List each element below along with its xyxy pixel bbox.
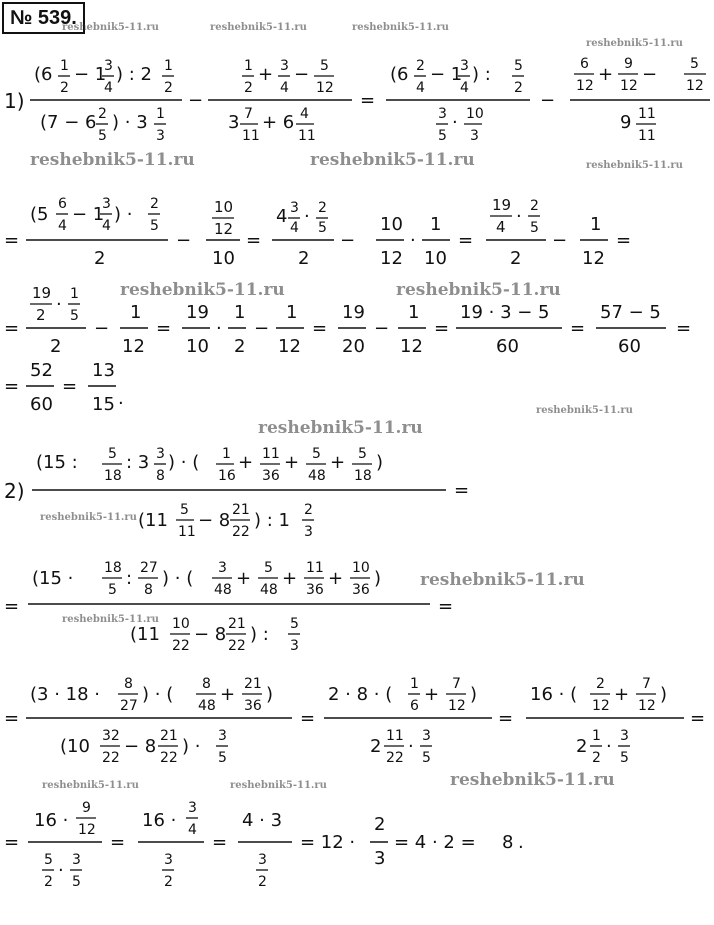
watermark: reshebnik5-11.ru bbox=[120, 280, 285, 300]
math-text: + bbox=[614, 684, 630, 705]
math-text: − bbox=[188, 90, 204, 111]
math-text: · bbox=[516, 206, 522, 227]
math-text: 5 bbox=[358, 446, 367, 462]
math-text: 12 bbox=[214, 220, 234, 238]
math-text: 4 bbox=[280, 80, 289, 96]
math-text: 19 bbox=[186, 302, 209, 323]
math-text: + bbox=[220, 684, 236, 705]
math-text: 12 bbox=[122, 336, 145, 357]
math-text: 2 bbox=[234, 336, 246, 357]
math-text: 1 bbox=[130, 302, 142, 323]
math-text: 4 bbox=[188, 822, 197, 838]
final-answer: 8 bbox=[502, 832, 514, 853]
math-text: . bbox=[118, 388, 124, 409]
math-text: 36 bbox=[262, 468, 280, 484]
watermark: reshebnik5-11.ru bbox=[352, 22, 449, 33]
math-text: 1 bbox=[590, 214, 602, 235]
math-text: 48 bbox=[260, 582, 278, 598]
math-text: 19 bbox=[492, 196, 512, 214]
watermark: reshebnik5-11.ru bbox=[258, 418, 423, 438]
math-text: (15 : bbox=[36, 452, 78, 473]
math-text: 10 bbox=[212, 248, 235, 269]
math-text: + bbox=[284, 452, 300, 473]
math-text: 21 bbox=[228, 616, 246, 632]
math-text: 5 bbox=[150, 218, 159, 234]
math-text: 12 bbox=[686, 78, 704, 94]
math-text: 3 bbox=[280, 58, 289, 74]
math-text: 16 bbox=[218, 468, 236, 484]
math-text: 36 bbox=[306, 582, 324, 598]
math-text: 2 bbox=[592, 750, 601, 766]
math-text: 6 bbox=[580, 56, 589, 72]
math-text: 12 bbox=[380, 248, 403, 269]
math-text: 27 bbox=[120, 698, 138, 714]
math-text: 11 bbox=[306, 560, 324, 576]
math-text: = bbox=[4, 376, 20, 397]
math-text: 2 bbox=[164, 874, 173, 890]
math-text: 22 bbox=[386, 750, 404, 766]
math-text: 36 bbox=[244, 698, 262, 714]
math-text: − bbox=[254, 318, 270, 339]
math-text: 4 bbox=[276, 206, 288, 227]
math-text: : bbox=[126, 568, 133, 589]
math-text: 2 bbox=[244, 80, 253, 96]
math-text: 27 bbox=[140, 560, 158, 576]
math-text: 9 bbox=[82, 800, 91, 816]
math-text: 2 bbox=[298, 248, 310, 269]
watermark: reshebnik5-11.ru bbox=[586, 38, 683, 49]
math-text: 6 bbox=[58, 196, 67, 212]
math-text: 2 bbox=[50, 336, 62, 357]
math-text: · bbox=[58, 860, 64, 881]
math-text: 5 bbox=[422, 750, 431, 766]
math-text: 2 bbox=[576, 736, 588, 757]
math-text: 2 bbox=[530, 198, 539, 214]
math-text: 2 bbox=[164, 80, 173, 96]
math-text: − 8 bbox=[194, 624, 227, 645]
math-text: (6 bbox=[390, 64, 409, 85]
math-text: = bbox=[438, 596, 454, 617]
part-label: 1) bbox=[4, 89, 25, 113]
math-text: 12 bbox=[316, 80, 334, 96]
math-text: 2 bbox=[150, 196, 159, 212]
math-text: 1 bbox=[70, 286, 79, 302]
math-text: 22 bbox=[172, 638, 190, 654]
math-text: 1 bbox=[408, 302, 420, 323]
math-text: = bbox=[570, 318, 586, 339]
math-text: ) bbox=[266, 684, 274, 705]
math-text: 5 bbox=[180, 502, 189, 518]
math-text: 3 bbox=[374, 848, 386, 869]
math-text: = bbox=[4, 318, 20, 339]
math-text: 5 bbox=[620, 750, 629, 766]
watermark: reshebnik5-11.ru bbox=[450, 770, 615, 790]
math-text: 19 · 3 − 5 bbox=[460, 302, 550, 323]
math-text: − bbox=[552, 230, 568, 251]
math-text: ) · bbox=[114, 204, 133, 225]
math-text: ) : 2 bbox=[116, 64, 152, 85]
math-text: 9 bbox=[620, 112, 632, 133]
math-text: ) · ( bbox=[162, 568, 194, 589]
math-text: 22 bbox=[232, 524, 250, 540]
math-text: 2 bbox=[304, 502, 313, 518]
math-text: 1 bbox=[244, 58, 253, 74]
math-text: 2 bbox=[370, 736, 382, 757]
math-text: 48 bbox=[308, 468, 326, 484]
math-text: 3 bbox=[304, 524, 313, 540]
math-text: (10 bbox=[60, 736, 90, 757]
math-text: 60 bbox=[30, 394, 53, 415]
math-text: (3 · 18 · bbox=[30, 684, 100, 705]
math-text: . bbox=[518, 832, 524, 853]
math-text: 5 bbox=[320, 58, 329, 74]
math-text: 2 bbox=[60, 80, 69, 96]
watermark: reshebnik5-11.ru bbox=[396, 280, 561, 300]
math-text: ) bbox=[660, 684, 668, 705]
math-text: − bbox=[642, 64, 658, 85]
math-text: + bbox=[258, 64, 274, 85]
math-text: 3 bbox=[620, 728, 629, 744]
math-text: 4 bbox=[102, 218, 111, 234]
math-text: 5 bbox=[514, 58, 523, 74]
math-text: 12 bbox=[620, 78, 638, 94]
math-text: · bbox=[408, 736, 414, 757]
math-text: 2 bbox=[416, 58, 425, 74]
math-text: (11 bbox=[130, 624, 160, 645]
math-text: − 8 bbox=[198, 510, 231, 531]
math-text: 5 bbox=[312, 446, 321, 462]
math-text: = bbox=[62, 376, 78, 397]
math-text: 11 bbox=[298, 128, 316, 144]
math-text: 4 bbox=[104, 80, 113, 96]
math-text: − bbox=[176, 230, 192, 251]
math-text: = bbox=[246, 230, 262, 251]
math-text: 2 bbox=[318, 200, 327, 216]
math-text: (6 bbox=[34, 64, 53, 85]
math-text: 18 bbox=[104, 468, 122, 484]
math-text: 2 bbox=[36, 306, 46, 324]
math-text: 2 bbox=[94, 248, 106, 269]
math-text: 9 bbox=[624, 56, 633, 72]
math-text: 5 bbox=[318, 220, 327, 236]
math-text: 8 bbox=[156, 468, 165, 484]
watermark: reshebnik5-11.ru bbox=[40, 512, 137, 523]
math-text: 18 bbox=[104, 560, 122, 576]
math-text: = bbox=[454, 480, 470, 501]
math-text: 10 bbox=[424, 248, 447, 269]
math-text: 1 bbox=[164, 58, 173, 74]
math-text: 1 bbox=[60, 58, 69, 74]
watermark: reshebnik5-11.ru bbox=[42, 780, 139, 791]
math-text: 21 bbox=[160, 728, 178, 744]
math-text: 2 bbox=[258, 874, 267, 890]
math-text: 7 bbox=[642, 676, 651, 692]
math-text: · bbox=[56, 294, 62, 315]
math-text: 5 bbox=[108, 582, 117, 598]
math-text: 1 bbox=[410, 676, 419, 692]
math-text: 5 bbox=[72, 874, 81, 890]
math-text: 3 bbox=[290, 200, 299, 216]
math-text: 48 bbox=[214, 582, 232, 598]
math-text: 11 bbox=[178, 524, 196, 540]
math-text: 10 bbox=[172, 616, 190, 632]
math-text: 10 bbox=[186, 336, 209, 357]
math-text: = bbox=[4, 596, 20, 617]
math-text: (15 · bbox=[32, 568, 74, 589]
math-text: 21 bbox=[232, 502, 250, 518]
math-text: + bbox=[236, 568, 252, 589]
math-text: = bbox=[676, 318, 692, 339]
math-text: 12 bbox=[78, 822, 96, 838]
math-text: 3 bbox=[156, 446, 165, 462]
math-text: 22 bbox=[160, 750, 178, 766]
math-text: 3 bbox=[218, 728, 227, 744]
math-text: 2 bbox=[44, 874, 53, 890]
math-text: 3 bbox=[104, 58, 113, 74]
math-text: 5 bbox=[218, 750, 227, 766]
math-text: 16 · bbox=[34, 810, 69, 831]
math-text: 3 bbox=[290, 638, 299, 654]
math-text: 7 bbox=[452, 676, 461, 692]
math-text: − bbox=[94, 318, 110, 339]
math-text: 5 bbox=[290, 616, 299, 632]
math-text: = bbox=[690, 708, 706, 729]
math-text: 5 bbox=[44, 852, 53, 868]
math-text: · bbox=[452, 112, 458, 133]
math-text: 5 bbox=[438, 128, 447, 144]
math-text: − bbox=[340, 230, 356, 251]
math-text: − 1 bbox=[74, 64, 107, 85]
math-text: = bbox=[360, 90, 376, 111]
math-text: 1 bbox=[592, 728, 601, 744]
math-text: 5 bbox=[264, 560, 273, 576]
math-text: 4 bbox=[300, 106, 309, 122]
math-text: 5 bbox=[690, 56, 699, 72]
math-text: 12 bbox=[582, 248, 605, 269]
watermark: reshebnik5-11.ru bbox=[62, 22, 159, 33]
math-text: − bbox=[540, 90, 556, 111]
math-text: 4 bbox=[290, 220, 299, 236]
math-text: ) · bbox=[182, 736, 201, 757]
math-text: ) bbox=[470, 684, 478, 705]
math-text: 4 bbox=[58, 218, 67, 234]
math-text: ) : 1 bbox=[254, 510, 290, 531]
math-text: 11 bbox=[638, 128, 656, 144]
math-text: = bbox=[110, 832, 126, 853]
math-text: 19 bbox=[32, 284, 52, 302]
math-text: 2 bbox=[510, 248, 522, 269]
math-text: · bbox=[304, 206, 310, 227]
math-text: 3 bbox=[188, 800, 197, 816]
math-text: 8 bbox=[144, 582, 153, 598]
math-text: 22 bbox=[228, 638, 246, 654]
math-text: − 1 bbox=[72, 204, 105, 225]
math-text: + bbox=[424, 684, 440, 705]
math-text: = bbox=[4, 832, 20, 853]
math-text: 2 · 8 · ( bbox=[328, 684, 393, 705]
math-text: ) · ( bbox=[168, 452, 200, 473]
math-text: ) : bbox=[472, 64, 491, 85]
math-text: 11 bbox=[262, 446, 280, 462]
math-text: 11 bbox=[386, 728, 404, 744]
watermark: reshebnik5-11.ru bbox=[230, 780, 327, 791]
math-text: 36 bbox=[352, 582, 370, 598]
math-text: 1 bbox=[156, 106, 165, 122]
watermark: reshebnik5-11.ru bbox=[420, 570, 585, 590]
problem-number: № 539. bbox=[2, 2, 85, 34]
math-text: = bbox=[616, 230, 632, 251]
math-text: 6 bbox=[410, 698, 419, 714]
math-text: 1 bbox=[222, 446, 231, 462]
math-text: (11 bbox=[138, 510, 168, 531]
watermark: reshebnik5-11.ru bbox=[586, 160, 683, 171]
math-text: + bbox=[282, 568, 298, 589]
math-text: ) bbox=[376, 452, 384, 473]
math-text: 10 bbox=[352, 560, 370, 576]
math-text: 52 bbox=[30, 360, 53, 381]
math-text: 11 bbox=[242, 128, 260, 144]
math-text: 10 bbox=[466, 106, 484, 122]
math-text: 5 bbox=[108, 446, 117, 462]
math-text: 10 bbox=[380, 214, 403, 235]
math-text: 3 bbox=[72, 852, 81, 868]
watermark: reshebnik5-11.ru bbox=[310, 150, 475, 170]
math-text: = bbox=[498, 708, 514, 729]
math-text: 4 bbox=[416, 80, 425, 96]
math-text: − bbox=[294, 64, 310, 85]
math-text: 19 bbox=[342, 302, 365, 323]
math-text: 4 bbox=[496, 218, 506, 236]
math-text: (7 − 6 bbox=[40, 112, 97, 133]
math-text: 21 bbox=[244, 676, 262, 692]
math-text: 3 bbox=[164, 852, 173, 868]
math-text: 2 bbox=[374, 814, 386, 835]
math-text: 7 bbox=[244, 106, 253, 122]
math-text: 11 bbox=[638, 106, 656, 122]
math-text: 5 bbox=[530, 220, 539, 236]
math-text: ) : bbox=[250, 624, 269, 645]
math-text: 3 bbox=[228, 112, 240, 133]
math-text: 16 · bbox=[142, 810, 177, 831]
math-text: 4 · 3 bbox=[242, 810, 283, 831]
math-text: 5 bbox=[98, 128, 107, 144]
math-text: 8 bbox=[202, 676, 211, 692]
math-text: 3 bbox=[438, 106, 447, 122]
math-text: 12 bbox=[576, 78, 594, 94]
math-text: = 4 · 2 = bbox=[394, 832, 476, 853]
math-text: − 8 bbox=[124, 736, 157, 757]
math-text: 12 bbox=[278, 336, 301, 357]
math-text: 15 bbox=[92, 394, 115, 415]
math-text: 3 bbox=[422, 728, 431, 744]
math-text: ) · ( bbox=[142, 684, 174, 705]
math-text: 12 bbox=[638, 698, 656, 714]
math-text: 1 bbox=[234, 302, 246, 323]
math-text: 3 bbox=[258, 852, 267, 868]
math-text: · bbox=[410, 230, 416, 251]
math-text: 60 bbox=[496, 336, 519, 357]
watermark: reshebnik5-11.ru bbox=[210, 22, 307, 33]
math-text: 48 bbox=[198, 698, 216, 714]
math-text: = bbox=[300, 708, 316, 729]
math-text: = bbox=[458, 230, 474, 251]
math-text: = 12 · bbox=[300, 832, 356, 853]
math-text: 3 bbox=[218, 560, 227, 576]
math-text: 18 bbox=[354, 468, 372, 484]
part-label: 2) bbox=[4, 479, 25, 503]
math-text: 3 bbox=[102, 196, 111, 212]
math-text: 32 bbox=[102, 728, 120, 744]
math-text: 1 bbox=[286, 302, 298, 323]
math-text: + bbox=[330, 452, 346, 473]
math-text: 57 − 5 bbox=[600, 302, 661, 323]
math-text: − 1 bbox=[430, 64, 463, 85]
math-text: 2 bbox=[98, 106, 107, 122]
math-text: = bbox=[434, 318, 450, 339]
watermark: reshebnik5-11.ru bbox=[62, 614, 159, 625]
math-text: ) · 3 bbox=[112, 112, 148, 133]
math-text: ) bbox=[374, 568, 382, 589]
math-text: 3 bbox=[156, 128, 165, 144]
math-text: 2 bbox=[514, 80, 523, 96]
watermark: reshebnik5-11.ru bbox=[536, 405, 633, 416]
watermark: reshebnik5-11.ru bbox=[30, 150, 195, 170]
math-text: 3 bbox=[470, 128, 479, 144]
math-text: 10 bbox=[214, 198, 234, 216]
math-text: (5 bbox=[30, 204, 49, 225]
math-text: 13 bbox=[92, 360, 115, 381]
math-text: 12 bbox=[592, 698, 610, 714]
math-text: 12 bbox=[448, 698, 466, 714]
math-text: 8 bbox=[124, 676, 133, 692]
math-text: + bbox=[328, 568, 344, 589]
math-text: = bbox=[4, 708, 20, 729]
math-text: : 3 bbox=[126, 452, 150, 473]
math-text: + bbox=[238, 452, 254, 473]
math-text: 22 bbox=[102, 750, 120, 766]
math-text: − bbox=[374, 318, 390, 339]
math-text: · bbox=[216, 318, 222, 339]
math-text: = bbox=[156, 318, 172, 339]
math-text: 60 bbox=[618, 336, 641, 357]
math-text: 3 bbox=[460, 58, 469, 74]
math-text: = bbox=[212, 832, 228, 853]
math-text: = bbox=[312, 318, 328, 339]
math-text: · bbox=[606, 736, 612, 757]
math-text: 12 bbox=[400, 336, 423, 357]
math-text: 1 bbox=[430, 214, 442, 235]
math-text: 20 bbox=[342, 336, 365, 357]
math-text: + 6 bbox=[262, 112, 295, 133]
math-text: 16 · ( bbox=[530, 684, 578, 705]
math-text: = bbox=[4, 230, 20, 251]
math-text: 2 bbox=[596, 676, 605, 692]
math-text: 4 bbox=[460, 80, 469, 96]
math-text: + bbox=[598, 64, 614, 85]
math-text: 5 bbox=[70, 308, 79, 324]
